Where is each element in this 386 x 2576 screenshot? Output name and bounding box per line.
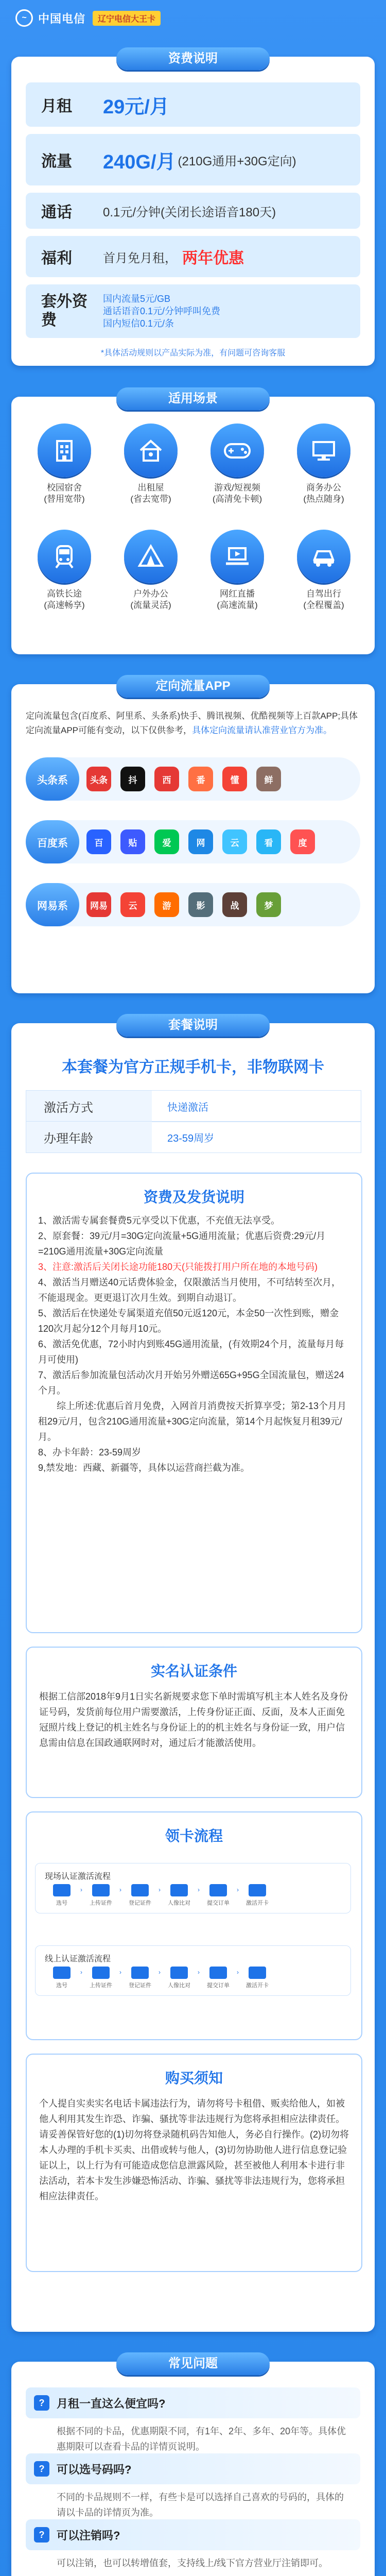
arrow-right-icon: › [159,1886,161,1893]
detail-headline: 本套餐为官方正规手机卡，非物联网卡 [62,1059,324,1076]
car-icon [297,530,350,583]
faq-question[interactable] [26,2387,360,2418]
fee-title: 资费及发货说明 [143,1189,244,1205]
arrow-right-icon: › [119,1969,121,1976]
camping-icon [124,530,178,583]
faq-section-title: 常见问题 [116,2352,270,2375]
app-icon[interactable]: 战 [222,892,247,917]
flow-step [201,1967,235,1989]
app-icon[interactable]: 鲜 [256,767,281,791]
call-value: 0.1元/分钟(关闭长途语音180天) [103,205,276,219]
app-icon[interactable]: 番 [188,767,213,791]
telecom-logo-icon: ~ [15,9,33,27]
app-row [26,820,360,863]
app-icon[interactable]: 看 [256,829,281,854]
purchase-text: 个人提自实卖实名电话卡属违法行为，请勿将号卡租借、贩卖给他人，如被他人利用其发生诈恐、诈骗、骚扰等非法违规行为您将承担相应法律责任。请妥善保管好您的(1)切勿将登录随机码告知他人，务必自行操作。(2)切勿将本人办理的手机卡买卖、出借或转与他人，(3)切勿协助他人进行信息登记验证以上，以上行为有可能造成您信息泄露风险，甚至被他人利用本卡进行非法活动，若本卡发生涉嫌恐怖活动、诈骗、骚扰等非法违规行为，您将承担相应法律责任。 [39,2098,349,2201]
age-row [26,1121,361,1153]
app-icon[interactable]: 爱 [154,829,179,854]
app-icon[interactable]: 西 [154,767,179,791]
app-icon[interactable]: 网 [188,829,213,854]
activation-label: 激活方式 [26,1091,152,1122]
faq-answer: 可以注销，也可以转增值套，支持线上/线下官方营业厅注销即可。 [57,2558,328,2568]
flow-step [162,1884,196,1907]
faq-item [26,2387,360,2454]
flow-step-icon [131,1967,149,1979]
app-icons [86,767,290,791]
flow-step-label: 人像比对 [168,1982,190,1989]
flow-step-icon [92,1967,110,1979]
scenes-card [11,392,375,654]
arrow-right-icon: › [80,1886,82,1893]
arrow-right-icon: › [198,1969,200,1976]
data-value: 240G/月 [103,151,176,173]
arrow-right-icon: › [80,1969,82,1976]
arrow-right-icon: › [198,1886,200,1893]
flow-step [45,1967,79,1989]
flow-step-icon [209,1967,227,1979]
fee-summary: 综上所述:优惠后首月免费，入网首月消费按天折算享受；第2-13个月月租29元/月，包含210G通用流量+30G定向流量，第14个月起恢复月租39元/月。 [38,1401,347,1442]
app-icon[interactable]: 百 [86,829,111,854]
flow-step-label: 提交订单 [207,1982,230,1989]
realname-title: 实名认证条件 [150,1663,237,1679]
scene-label: 网红直播 (高速流量) [217,589,258,610]
tariff-card [11,52,375,366]
benefit-prefix: 首月免月租， [103,251,177,265]
extra-fee-line: 国内流量5元/GB [103,294,171,304]
app-icon[interactable]: 贴 [120,829,145,854]
fee-line: 1、激活需专属套餐费5元享受以下优惠，不充值无法享受。 [38,1215,280,1226]
flow-step-icon [249,1884,266,1896]
scene-label: 高铁长途 (高速畅享) [44,589,85,610]
flow-step [240,1967,274,1989]
app-icons [86,892,290,917]
extra-fee-row [26,284,360,338]
flow-step-label: 人像比对 [168,1900,190,1906]
call-row [26,193,360,229]
extra-fee-line: 国内短信0.1元/条 [103,318,174,329]
scene-label: 自驾出行 (全程覆盖) [303,589,344,610]
app-row [26,883,360,926]
flow-step [45,1884,79,1907]
data-detail: (210G通用+30G定向) [178,154,296,168]
arrow-right-icon: › [237,1886,239,1893]
flow-box [26,1811,362,2040]
benefit-label: 福利 [41,250,72,267]
scene-rental [117,423,184,505]
flow-step-icon [53,1884,71,1896]
arrow-right-icon: › [159,1969,161,1976]
fee-line: 4、激活当月赠送40元话费体验金，仅限激活当月使用，不可结转至次月，不能退现金。更更退订次月生效。到期自动退订。 [38,1277,341,1303]
monitor-icon [297,423,350,477]
house-icon [124,423,178,477]
arrow-right-icon: › [119,1886,121,1893]
flow-step [240,1884,274,1907]
train-icon [38,530,91,583]
flow-step [84,1967,118,1989]
detail-card [11,1018,375,2332]
flow-offline-title: 线上认证激活流程 [45,1955,111,1963]
flow-online-steps [45,1884,274,1907]
apps-description-text: 定向流量包含(百度系、阿里系、头条系)快手、腾讯视频、优酷视频等上百款APP;具体定向流量APP可能有变动，以下仅供参考， [26,711,358,735]
faq-card [11,2357,375,2576]
flow-step [162,1967,196,1989]
flow-step-label: 上传证件 [90,1982,112,1989]
monthly-fee-value: 29元/月 [103,96,169,118]
scene-live [204,530,271,611]
extra-fee-lines [103,293,220,330]
flow-offline-steps [45,1967,274,1989]
flow-step-label: 选号 [56,1982,67,1989]
apps-description [26,709,360,738]
scene-label: 游戏/短视频 (高清免卡顿) [212,483,262,504]
brand-name: 中国电信 [38,12,86,25]
top-header [0,0,386,36]
question-icon: ? [34,2461,49,2477]
scene-office [290,423,357,505]
purchase-box [26,2054,362,2272]
flow-step-label: 提交订单 [207,1900,230,1906]
realname-box [26,1647,362,1798]
scene-label: 户外办公 (流量灵活) [130,589,171,610]
fee-line: 9,禁发地：西藏、新疆等，具体以运营商拦截为准。 [38,1463,250,1473]
data-label: 流量 [41,153,72,170]
faq-question-text: 可以选号码吗? [57,2463,132,2476]
flow-step [84,1884,118,1907]
building-icon [38,423,91,477]
flow-offline [35,1945,351,1996]
monthly-fee-row [26,82,360,127]
flow-step-label: 激活开卡 [246,1900,269,1906]
flow-step-label: 选号 [56,1900,67,1906]
flow-step-icon [209,1884,227,1896]
purchase-title: 购买须知 [165,2070,223,2086]
faq-question-text: 月租一直这么便宜吗? [57,2397,166,2410]
activation-row [26,1090,361,1122]
apps-description-link: 具体定向流量请认准营业官方为准。 [192,725,332,735]
flow-step [201,1884,235,1907]
app-row-tag: 头条系 [26,757,79,801]
app-icon[interactable]: 度 [290,829,315,854]
app-row [26,757,360,801]
app-row-tag: 百度系 [26,820,79,863]
flow-online-title: 现场认证激活流程 [45,1872,111,1881]
scene-driving [290,530,357,611]
apps-card [11,679,375,993]
activation-value: 快递激活 [167,1101,208,1113]
fee-line: 2、原套餐：39元/月=30G定向流量+5G通用流量；优惠后资费:29元/月=210G通用流量+30G定向流量 [38,1231,326,1257]
app-icon[interactable]: 网易 [86,892,111,917]
flow-step-label: 登记证件 [129,1982,151,1989]
app-icon[interactable]: 影 [188,892,213,917]
tariff-note: *具体活动规则以产品实际为准，有问题可咨询客服 [100,349,286,358]
flow-online [35,1863,351,1913]
benefit-row [26,236,360,277]
scene-outdoor [117,530,184,611]
faq-item [26,2453,360,2520]
fee-line: 5、激活后在快递处专属渠道充值50元返120元，本金50一次性到账，赠金120次月起分12个月每月10元。 [38,1308,339,1334]
flow-step-icon [170,1884,188,1896]
flow-step-icon [170,1967,188,1979]
realname-text: 根据工信部2018年9月1日实名新规要求您下单时需填写机主本人姓名及身份证号码，发货前每位用户需要激活，上传身份证正面、反面，及本人正面免冠照片线上登记的机主姓名与身份证上的的机主姓名与身份证一致，用户信息需由信息在国政通联网时对，通过后才能激活使用。 [39,1691,348,1748]
flow-step [123,1884,157,1907]
faq-item [26,2519,360,2571]
flow-step [123,1967,157,1989]
app-icon[interactable]: 梦 [256,892,281,917]
faq-question[interactable] [26,2519,360,2550]
app-icon[interactable]: 抖 [120,767,145,791]
app-row-tag: 网易系 [26,883,79,926]
data-row [26,134,360,185]
scene-label: 商务办公 (热点随身) [303,483,344,504]
scene-label: 出租屋 (省去宽带) [130,483,171,504]
arrow-right-icon: › [237,1969,239,1976]
monthly-fee-label: 月租 [41,98,72,115]
flow-title: 领卡流程 [165,1828,223,1844]
scene-dorm [31,423,98,505]
question-icon: ? [34,2527,49,2543]
scene-label: 校园宿舍 (替用宽带) [44,483,85,504]
call-label: 通话 [41,204,72,221]
app-icons [86,829,324,854]
flow-step-label: 登记证件 [129,1900,151,1906]
benefit-highlight: 两年优惠 [182,250,244,267]
detail-section-title: 套餐说明 [116,1014,270,1037]
scene-gaming [204,423,271,505]
flow-step-icon [92,1884,110,1896]
flow-step-icon [249,1967,266,1979]
extra-fee-label: 套外资费 [41,293,87,329]
scene-train [31,530,98,611]
fee-list [27,1207,361,1485]
scenes-section-title: 适用场景 [116,387,270,410]
age-value: 23-59周岁 [167,1132,215,1144]
faq-answer: 不同的卡品规则不一样，有些卡是可以选择自己喜欢的号码的，具体的请以卡品的详情页为准。 [57,2492,344,2518]
flow-step-icon [131,1884,149,1896]
question-icon: ? [34,2395,49,2411]
brand-badge: 辽宁电信大王卡 [93,11,161,26]
flow-step-label: 上传证件 [90,1900,112,1906]
extra-fee-line: 通话语音0.1元/分钟呼叫免费 [103,306,221,316]
fee-line: 6、激活免优惠，72小时内到账45G通用流量，(有效期24个月，流量每月每月可使用) [38,1339,344,1365]
flow-step-label: 激活开卡 [246,1982,269,1989]
app-icon[interactable]: 云 [222,829,247,854]
fee-box [26,1173,362,1633]
age-label: 办理年龄 [26,1122,152,1153]
app-icon[interactable]: 头条 [86,767,111,791]
faq-question[interactable] [26,2453,360,2484]
flow-step-icon [53,1967,71,1979]
gamepad-icon [210,423,264,477]
apps-section-title: 定向流量APP [116,675,270,698]
faq-question-text: 可以注销吗? [57,2529,120,2542]
fee-line: 8、办卡年龄：23-59周岁 [38,1447,142,1458]
tariff-section-title: 资费说明 [116,47,270,70]
laptop-icon [210,530,264,583]
app-icon[interactable]: 游 [154,892,179,917]
app-icon[interactable]: 云 [120,892,145,917]
fee-line-warning: 3、注意:激活后关闭长途功能180天(只能拨打用户所在地的本地号码) [38,1262,318,1272]
faq-answer: 根据不同的卡品，优惠期限不同，有1年、2年、多年、20年等。具体优惠期限可以查看卡品的详情页说明。 [57,2426,346,2452]
fee-line: 7、激活后参加流量包活动次月开始另外赠送65G+95G全国流量包，赠送24个月。 [38,1370,344,1396]
app-icon[interactable]: 懂 [222,767,247,791]
